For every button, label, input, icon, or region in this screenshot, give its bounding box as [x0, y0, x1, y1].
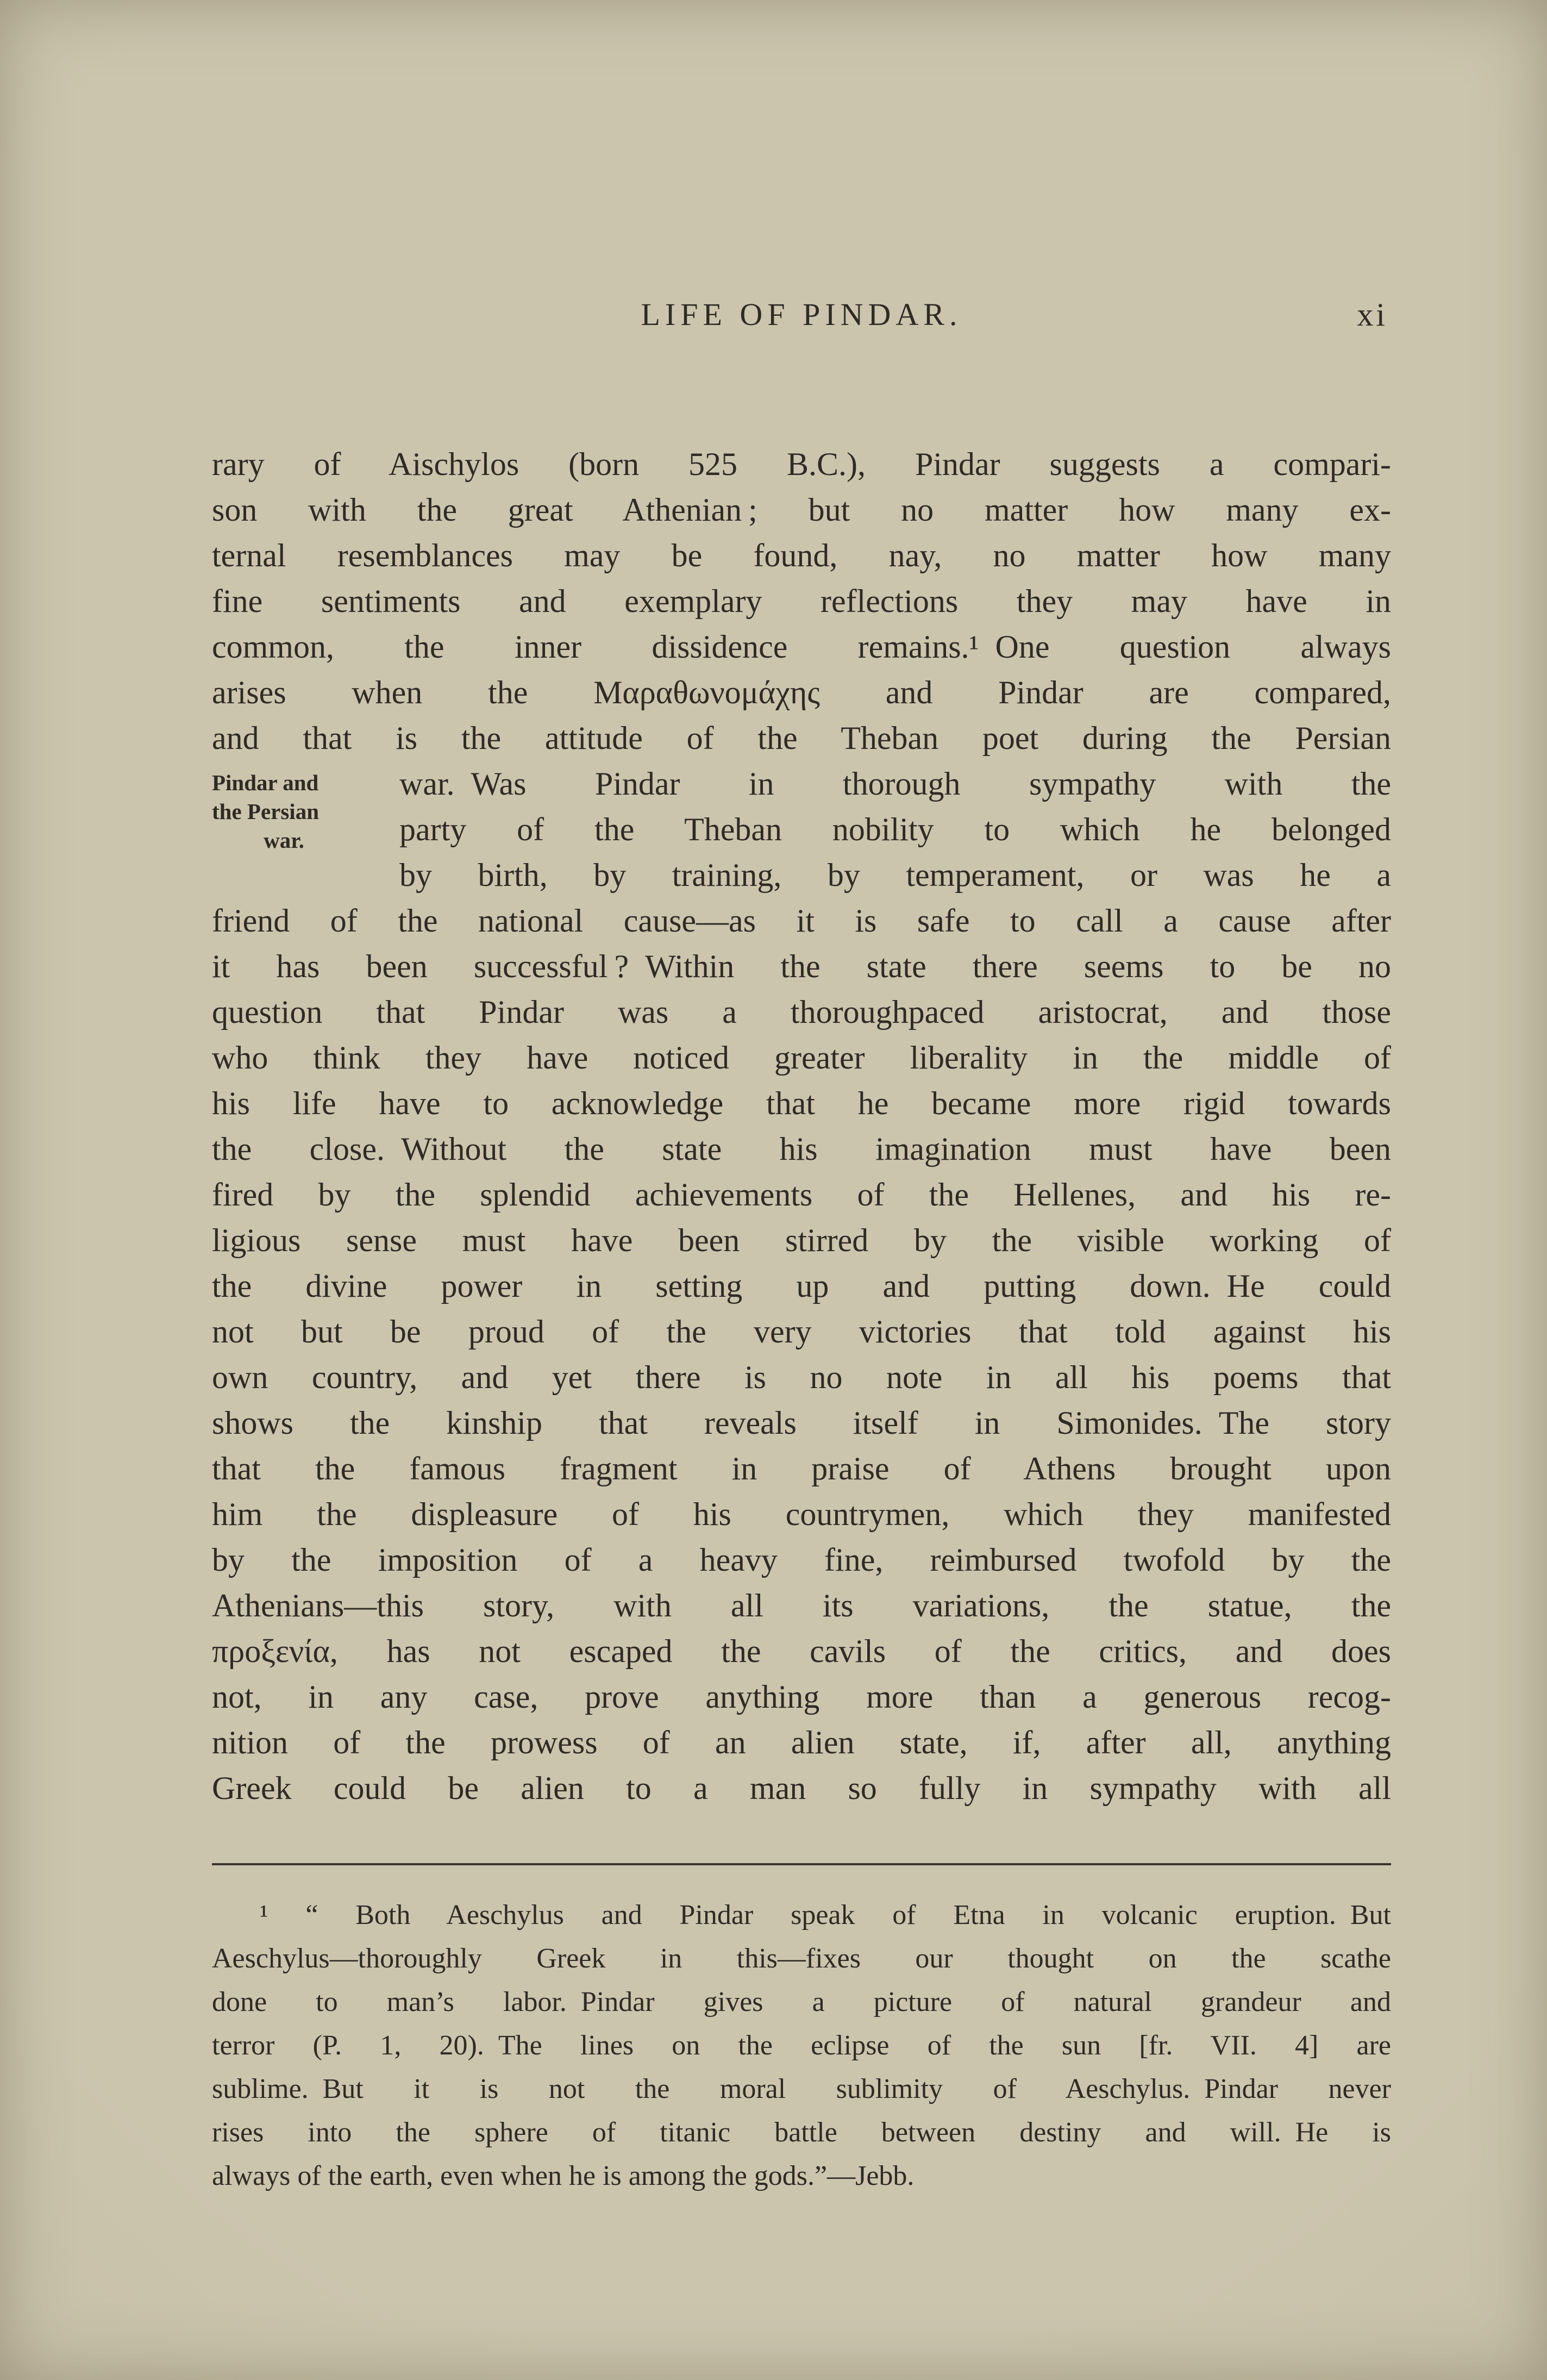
text-line: προξενία, has not escaped the cavils of the critics, and does — [212, 1633, 1391, 1669]
footnote-rule — [212, 1863, 1391, 1865]
footnote-line: rises into the sphere of titanic battle between destiny and will. He is — [212, 2117, 1391, 2148]
text-line: question that Pindar was a thoroughpaced aristocrat, and those — [212, 994, 1391, 1030]
text-line: not, in any case, prove anything more than a generous recog- — [212, 1679, 1391, 1715]
footnote — [212, 1894, 1391, 2198]
running-title: LIFE OF PINDAR. — [641, 297, 962, 332]
footnote-line: always of the earth, even when he is among the gods.”—Jebb. — [212, 2160, 915, 2191]
text-line: his life have to acknowledge that he became more rigid towards — [212, 1085, 1391, 1121]
text-line: own country, and yet there is no note in all his poems that — [212, 1359, 1391, 1395]
text-line: by birth, by training, by temperament, or was he a — [399, 857, 1391, 893]
footnote-line: done to man’s labor. Pindar gives a picture of natural grandeur and — [212, 1987, 1391, 2017]
text-line: nition of the prowess of an alien state, if, after all, anything — [212, 1725, 1391, 1760]
text-line: and that is the attitude of the Theban poet during the Persian — [212, 720, 1391, 756]
text-line: friend of the national cause—as it is safe to call a cause after — [212, 903, 1391, 939]
text-line: son with the great Athenian ; but no matter how many ex- — [212, 492, 1391, 528]
para-lines-after-note — [212, 898, 1391, 1811]
text-line: rary of Aischylos (born 525 B.C.), Pindar suggests a compari- — [212, 446, 1391, 482]
text-line: ligious sense must have been stirred by the visible working of — [212, 1222, 1391, 1258]
text-line: the close. Without the state his imagination must have been — [212, 1131, 1391, 1167]
text-line: it has been successful ? Within the state there seems to be no — [212, 948, 1391, 984]
margin-note — [212, 769, 394, 855]
text-line: common, the inner dissidence remains.¹ One question always — [212, 629, 1391, 665]
text-line: Athenians—this story, with all its variations, the statue, the — [212, 1588, 1391, 1623]
text-line: who think they have noticed greater liberality in the middle of — [212, 1040, 1391, 1076]
text-line: fired by the splendid achievements of the Hellenes, and his re- — [212, 1177, 1391, 1213]
body-text — [212, 441, 1391, 1811]
text-line: party of the Theban nobility to which he belonged — [399, 811, 1391, 847]
text-line: that the famous fragment in praise of Athens brought upon — [212, 1451, 1391, 1486]
margin-note-line: Pindar and — [212, 770, 319, 795]
text-line: the divine power in setting up and putting down. He could — [212, 1268, 1391, 1304]
text-line: war. Was Pindar in thorough sympathy with the — [399, 766, 1391, 802]
margin-note-line: war. — [264, 828, 304, 853]
text-line: shows the kinship that reveals itself in Simonides. The story — [212, 1405, 1391, 1441]
footnote-line: Aeschylus—thoroughly Greek in this—fixes our thought on the scathe — [212, 1943, 1391, 1974]
text-line: arises when the Μαραθωνομάχης and Pindar are compared, — [212, 674, 1391, 710]
text-line: by the imposition of a heavy fine, reimbursed twofold by the — [212, 1542, 1391, 1578]
text-line: ternal resemblances may be found, nay, no matter how many — [212, 538, 1391, 573]
footnote-line: terror (P. 1, 20). The lines on the eclipse of the sun [fr. VII. 4] are — [212, 2030, 1391, 2061]
footnote-line: ¹ “ Both Aeschylus and Pindar speak of Etna in volcanic eruption. But — [260, 1900, 1391, 1931]
text-line: Greek could be alien to a man so fully in sympathy with all — [212, 1770, 1391, 1806]
text-line: fine sentiments and exemplary reflections they may have in — [212, 583, 1391, 619]
margin-note-line: the Persian — [212, 799, 319, 824]
text-line: him the displeasure of his countrymen, which they manifested — [212, 1496, 1391, 1532]
footnote-line: sublime. But it is not the moral sublimity of Aeschylus. Pindar never — [212, 2073, 1391, 2104]
para-lines-before-note — [212, 441, 1391, 761]
text-line: not but be proud of the very victories that told against his — [212, 1314, 1391, 1350]
page-header — [212, 296, 1391, 340]
page-number: xi — [1357, 297, 1388, 333]
